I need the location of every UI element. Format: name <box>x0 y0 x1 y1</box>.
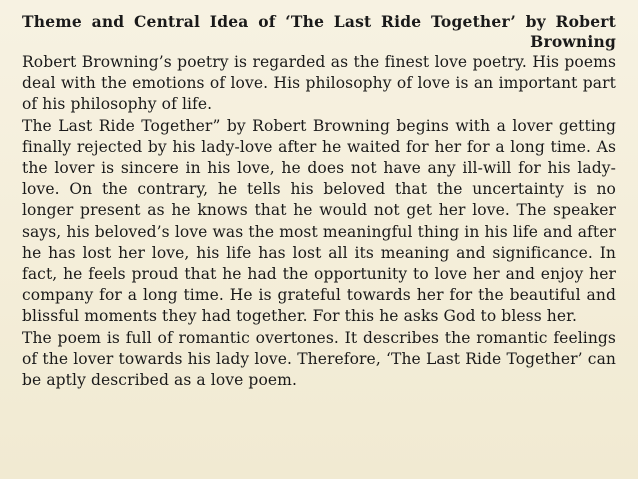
slide-title: Theme and Central Idea of ‘The Last Ride Together’ by Robert Browning <box>22 12 616 51</box>
paragraph-conclusion: The poem is full of romantic overtones. It describes the romantic feelings of the lover towards his lady love. Therefore, ‘The Last Ride Together’ can be aptly described as a love poem. <box>22 328 616 390</box>
paragraph-summary: The Last Ride Together” by Robert Browning begins with a lover getting finally rejected by his lady-love after he waited for her for a long time. As the lover is sincere in his love, he does not have any ill-will for his lady-love. On the contrary, he tells his beloved that the uncertainty is no longer present as he knows that he would not get her love. The speaker says, his beloved’s love was the most meaningful thing in his life and after he has lost her love, his life has lost all its meaning and significance. In fact, he feels proud that he had the opportunity to love her and enjoy her company for a long time. He is grateful towards her for the beautiful and blissful moments they had together. For this he asks God to bless her. <box>22 116 616 326</box>
paragraph-intro: Robert Browning’s poetry is regarded as the finest love poetry. His poems deal with the emotions of love. His philosophy of love is an important part of his philosophy of life. <box>22 53 616 114</box>
slide-content <box>22 12 616 391</box>
